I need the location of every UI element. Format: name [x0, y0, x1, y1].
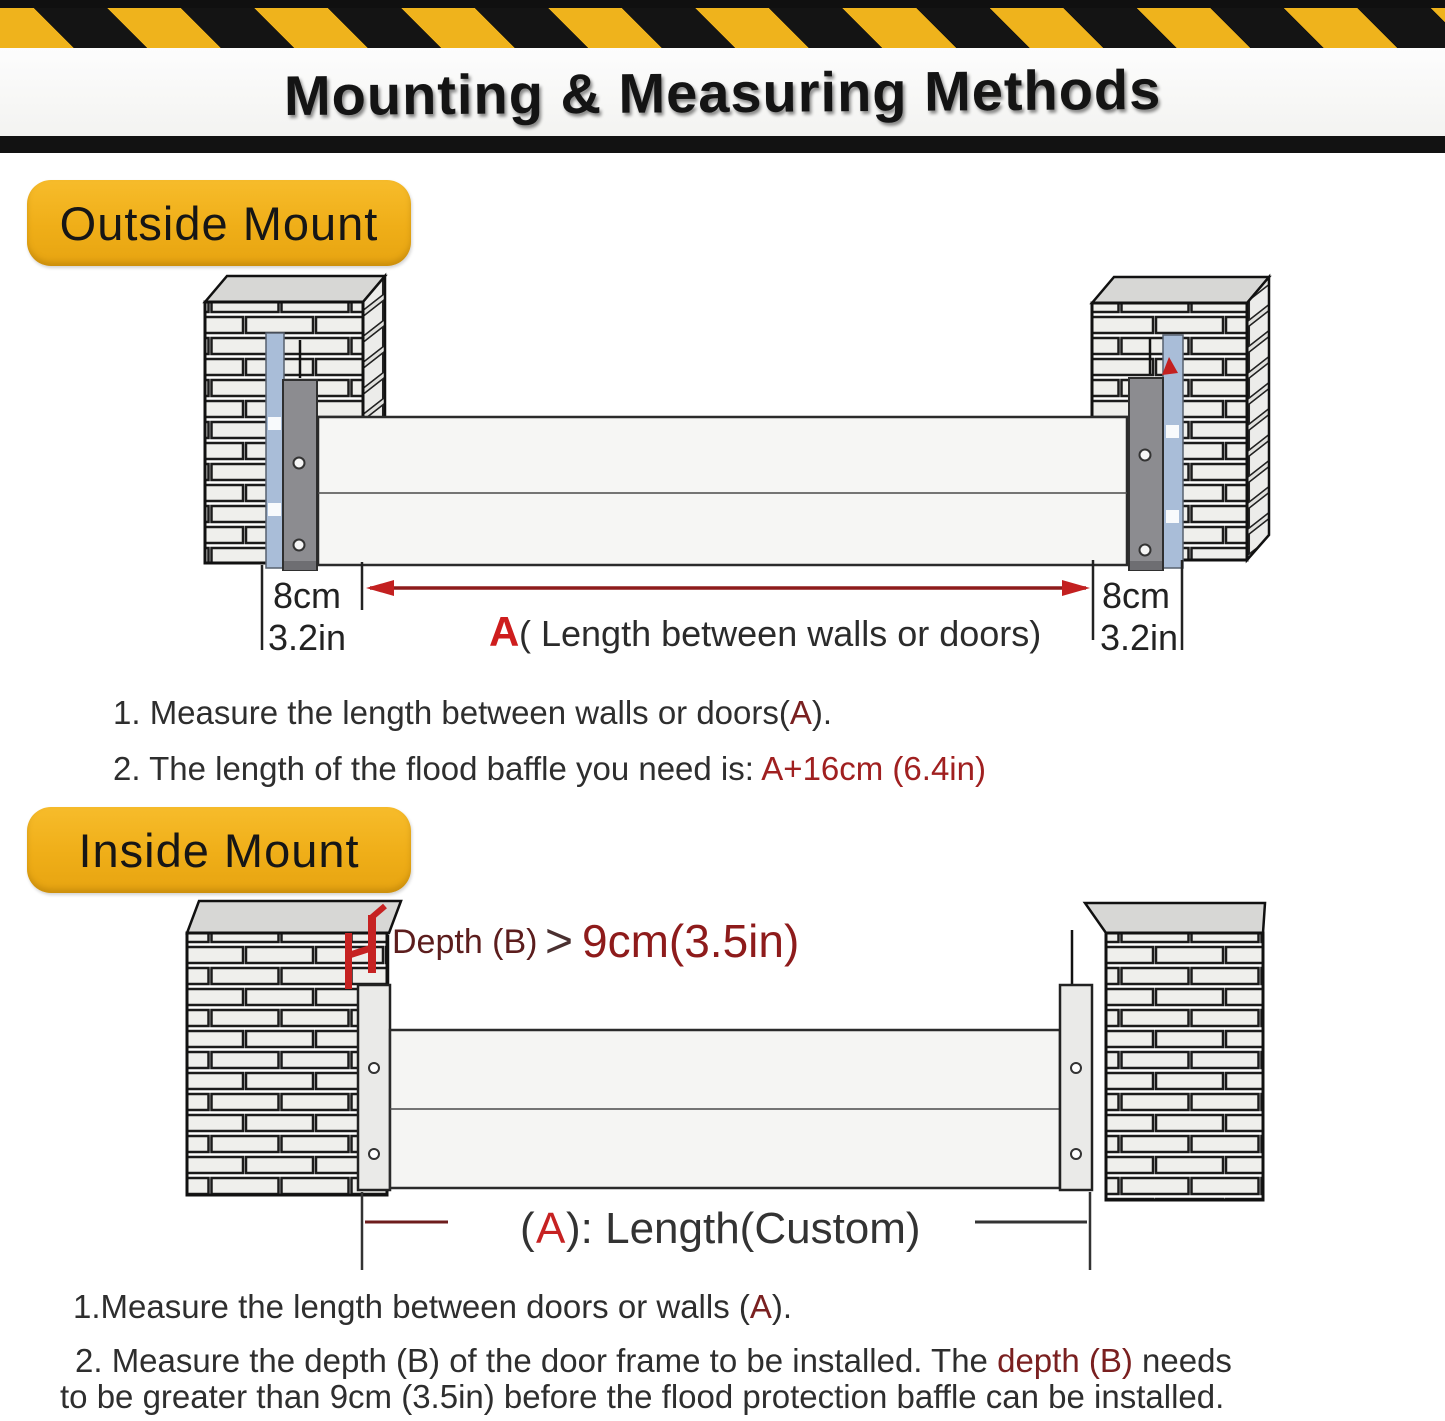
- inside-channel-left: [358, 985, 390, 1190]
- left-dim-in: 3.2in: [268, 617, 347, 658]
- inside-instruction-2b: [60, 1378, 1224, 1416]
- outside-i1-a: A: [789, 694, 812, 731]
- outside-dimension: [262, 560, 1182, 658]
- right-dim-cm: 8cm: [1102, 575, 1171, 616]
- inside-mount-label-text: Inside Mount: [78, 823, 360, 877]
- outside-i1-end: ).: [811, 694, 833, 731]
- left-dim-cm: 8cm: [273, 575, 342, 616]
- dim-a-letter: A: [536, 1204, 566, 1253]
- header-title-band: [0, 48, 1445, 136]
- span-a-label: ( Length between walls or doors): [519, 613, 1042, 654]
- inside-dimension: [362, 1192, 1090, 1270]
- header-black-bar: [0, 136, 1445, 153]
- inside-i1-a: A: [749, 1288, 772, 1325]
- outside-mount-section-label: [27, 180, 411, 266]
- inside-i2-text2: needs: [1132, 1342, 1232, 1379]
- header-top-line: [0, 0, 1445, 8]
- arrow-right-icon: [1062, 580, 1090, 596]
- inside-instruction-1: [73, 1288, 792, 1326]
- outside-mount-diagram: [0, 268, 1445, 670]
- dim-rest: ): Length(Custom): [566, 1204, 921, 1253]
- outside-i2-red: A+16cm (6.4in): [761, 750, 986, 787]
- inside-i2-text1: 2. Measure the depth (B) of the door frame to be installed. The: [75, 1342, 998, 1379]
- outside-instruction-2: [113, 750, 986, 788]
- arrow-left-icon: [366, 580, 394, 596]
- depth-value: 9cm(3.5in): [582, 915, 800, 967]
- inside-mount-section-label: [27, 807, 411, 893]
- depth-gt-sign: >: [545, 915, 574, 968]
- inside-i2-red: depth (B): [997, 1342, 1133, 1379]
- dim-open-paren: (: [520, 1204, 535, 1253]
- hazard-stripes-icon: [0, 8, 1445, 48]
- depth-label: Depth (B): [392, 923, 538, 961]
- inside-channel-right: [1060, 930, 1092, 1190]
- inside-i3-text: to be greater than 9cm (3.5in) before the flood protection baffle can be installed.: [60, 1378, 1225, 1415]
- flood-barrier: [390, 1030, 1060, 1188]
- inside-i1-end: ).: [771, 1288, 793, 1325]
- span-a-letter: A: [489, 608, 520, 655]
- outside-i2-text: 2. The length of the flood baffle you need is:: [113, 750, 762, 787]
- outside-mount-label-text: Outside Mount: [59, 196, 379, 250]
- inside-i1-text: 1.Measure the length between doors or walls (: [73, 1288, 750, 1325]
- flood-barrier: [318, 417, 1127, 565]
- outside-i1-text: 1. Measure the length between walls or doors(: [113, 694, 790, 731]
- depth-annotation: [392, 915, 799, 968]
- outside-instruction-1: [113, 694, 832, 732]
- right-wall: [1085, 903, 1265, 1200]
- inside-mount-diagram: [0, 895, 1445, 1280]
- inside-instruction-2a: [75, 1342, 1232, 1380]
- page-title: Mounting & Measuring Methods: [283, 57, 1162, 127]
- right-dim-in: 3.2in: [1100, 617, 1179, 658]
